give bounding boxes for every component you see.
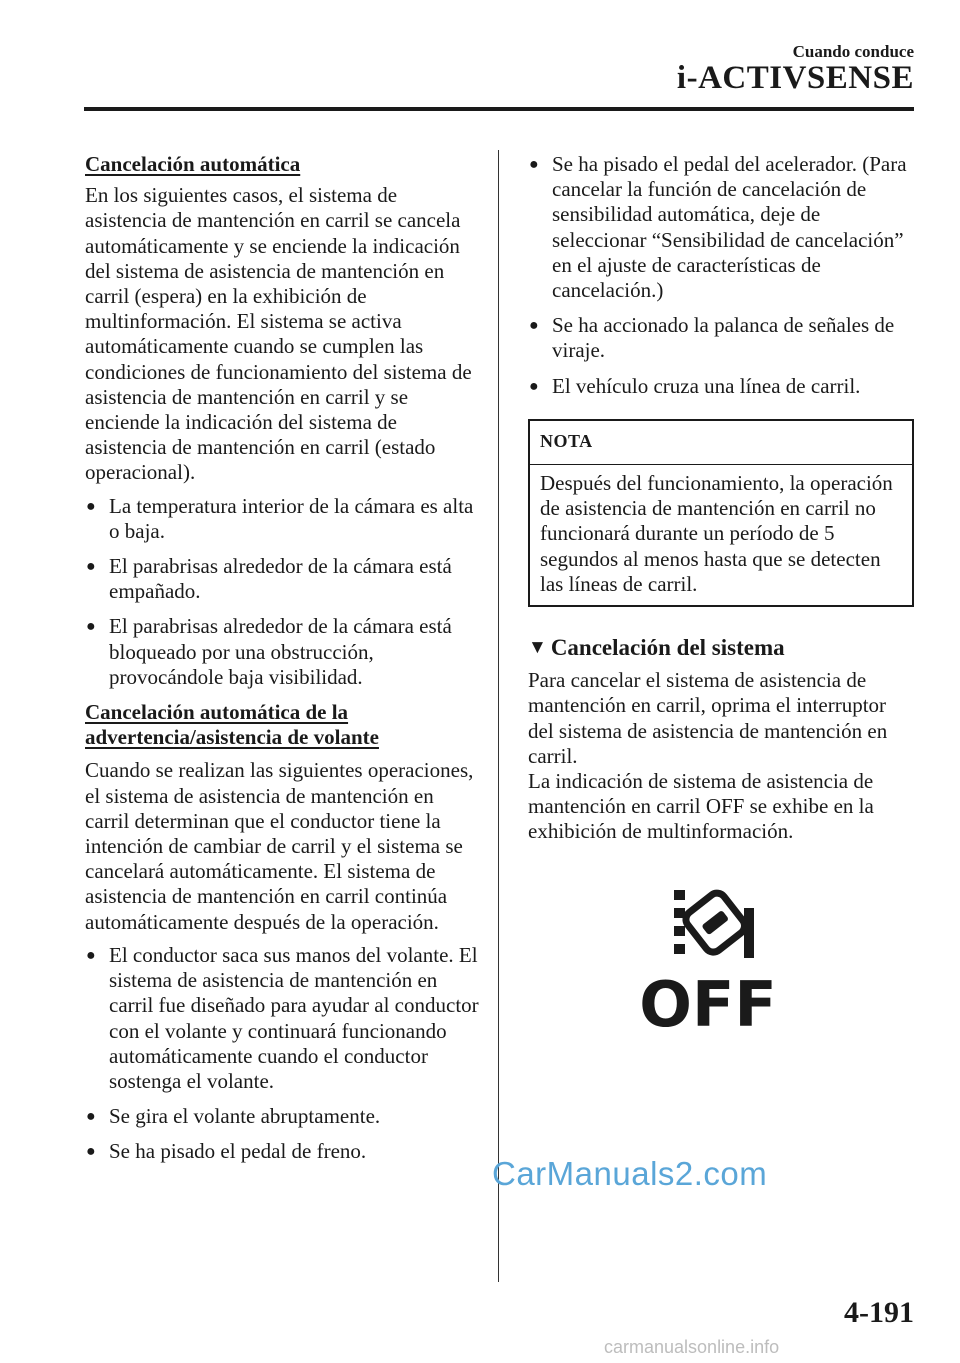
section-paragraph-2: La indicación de sistema de asistencia de mantención en carril OFF se exhibe en la exhibición de multinformación.: [528, 769, 874, 844]
auto-cancel-list: [85, 494, 483, 690]
auto-cancel-heading: Cancelación automática: [85, 152, 301, 176]
bullet-icon: ●: [86, 946, 96, 964]
warning-cancel-intro: Cuando se realizan las siguientes operaciones, el sistema de asistencia de mantención en carril determinan que el conductor tiene la intención de cambiar de carril y el sistema se cancelará automáticamente. El sistema de asistencia de mantención en carril continúa automáticamente después de la operación.: [85, 758, 474, 934]
lane-keep-assist-off-icon: [639, 888, 777, 1041]
page-title: i-ACTIVSENSE: [676, 60, 914, 96]
bullet-icon: ●: [86, 1108, 96, 1126]
off-label: OFF: [639, 968, 777, 1041]
header-divider: [84, 107, 914, 111]
operation-list: [528, 152, 916, 399]
note-box: [528, 419, 914, 607]
list-item: ● El conductor saca sus manos del volante. El sistema de asistencia de mantención en carril fue diseñado para ayudar al conductor con el volante y continuará funcionando automáticamente cuando el conductor sostenga el volante.: [86, 942, 479, 1093]
watermark-top: CarManuals2.com: [492, 1155, 768, 1192]
note-title: NOTA: [530, 421, 912, 465]
bullet-icon: ●: [529, 377, 539, 395]
bullet-icon: ●: [86, 558, 96, 576]
left-column: [85, 152, 483, 1175]
warning-cancel-heading: Cancelación automática de la advertencia/asistencia de volante: [85, 700, 379, 750]
auto-cancel-intro: En los siguientes casos, el sistema de asistencia de mantención en carril se cancela automáticamente y se enciende la indicación del sistema de asistencia de mantención en carril (espera) en la exhibición de multinformación. El sistema se activa automáticamente cuando se cumplen las condiciones de funcionamiento del sistema de asistencia de mantención en carril y se enciende la indicación del sistema de asistencia de mantención en carril (estado operacional).: [85, 183, 472, 485]
list-item: ● Se ha pisado el pedal de freno.: [86, 1139, 367, 1164]
column-divider: [498, 150, 499, 1282]
bullet-icon: ●: [86, 1143, 96, 1161]
warning-cancel-list: [85, 943, 483, 1165]
page-number: 4-191: [844, 1296, 914, 1329]
list-item: ● El vehículo cruza una línea de carril.: [529, 373, 861, 398]
triangle-marker-icon: ▼: [528, 637, 547, 659]
right-column: [528, 152, 916, 853]
chapter-label: Cuando conduce: [792, 42, 914, 61]
list-item: ● Se ha pisado el pedal del acelerador. (Para cancelar la función de cancelación de sensibilidad automática, deje de seleccionar “Sensibilidad de cancelación” en el ajuste de características de cancelación.): [529, 152, 907, 303]
bullet-icon: ●: [86, 618, 96, 636]
section-paragraph-1: Para cancelar el sistema de asistencia de mantención en carril, oprima el interruptor del sistema de asistencia de mantención en carril.: [528, 668, 888, 768]
bullet-icon: ●: [529, 156, 539, 173]
list-item: ● Se ha accionado la palanca de señales de viraje.: [529, 313, 895, 363]
list-item: ● Se gira el volante abruptamente.: [86, 1104, 381, 1129]
list-item: ● La temperatura interior de la cámara es alta o baja.: [86, 493, 474, 543]
note-body: Después del funcionamiento, la operación de asistencia de mantención en carril no funcionará durante un período de 5 segundos al menos hasta que se detecten las líneas de carril.: [540, 471, 893, 596]
section-heading: ▼ Cancelación del sistema: [528, 635, 785, 661]
list-item: ● El parabrisas alrededor de la cámara está empañado.: [86, 554, 452, 604]
list-item: ● El parabrisas alrededor de la cámara está bloqueado por una obstrucción, provocándole baja visibilidad.: [86, 614, 452, 689]
bullet-icon: ●: [529, 317, 539, 335]
watermark-bottom: carmanualsonline.info: [604, 1337, 780, 1357]
bullet-icon: ●: [86, 497, 96, 515]
